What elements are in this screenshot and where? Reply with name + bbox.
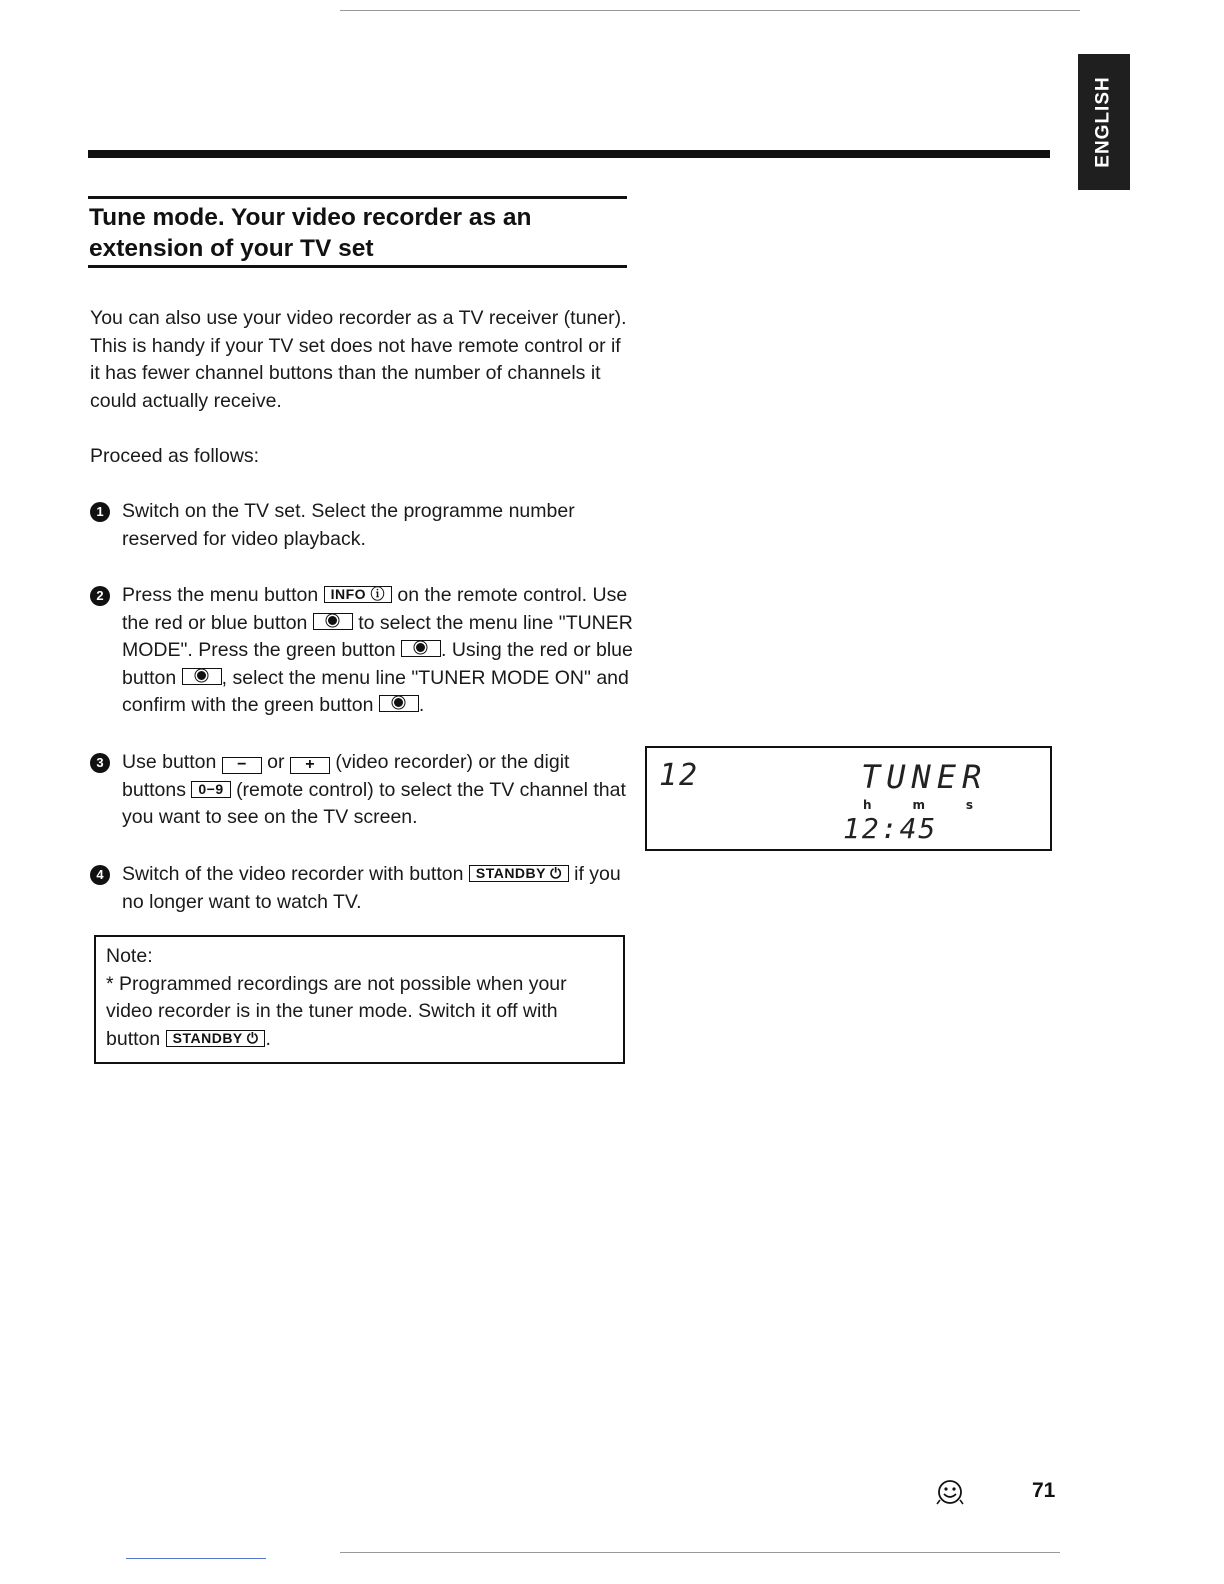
unit-minutes: m — [912, 798, 925, 812]
color-button-icon — [313, 613, 353, 630]
display-time: 12:45 — [843, 812, 938, 845]
smiley-face-icon — [936, 1478, 964, 1506]
step-4-part-2: if you no longer want to watch TV. — [122, 863, 621, 913]
color-button-icon — [401, 640, 441, 657]
title-rule-bottom — [88, 265, 627, 268]
note-text-before: * Programmed recordings are not possible when your video recorder is in the tuner mode. Switch it off with button — [106, 972, 567, 1050]
top-rule — [88, 150, 1050, 158]
step-3-part-4: (remote control) to select the TV channel that you want to see on the TV screen. — [122, 778, 626, 828]
step-number-3: 3 — [90, 753, 110, 773]
step-1 — [90, 498, 635, 553]
intro-paragraph: You can also use your video recorder as a TV receiver (tuner). This is handy if your TV set does not have remote control or if it has fewer channel buttons than the number of channels it could actually receive. — [90, 307, 627, 412]
step-2-part-5: , select the menu line "TUNER MODE ON" and confirm with the green button — [122, 666, 629, 716]
step-number-1: 1 — [90, 502, 110, 522]
step-3-part-2: or — [267, 751, 285, 773]
proceed-text: Proceed as follows: — [90, 445, 260, 467]
step-number-4: 4 — [90, 865, 110, 885]
step-2 — [90, 582, 635, 720]
step-3-part-3: (video recorder) or the digit buttons — [122, 751, 570, 801]
standby-key: STANDBY ⏻ — [469, 865, 569, 882]
display-units — [863, 798, 973, 812]
step-2-part-1: Press the menu button — [122, 584, 319, 606]
note-label: Note: — [106, 945, 153, 967]
step-2-text — [122, 582, 635, 720]
display-programme: 12 — [659, 758, 700, 793]
note-text-after: . — [265, 1027, 271, 1050]
step-2-part-4: . Using the red or blue button — [122, 639, 633, 689]
scan-line-bottom — [340, 1552, 1060, 1553]
step-3-text — [122, 749, 630, 832]
section-title: Tune mode. Your video recorder as an extension of your TV set — [89, 204, 532, 262]
step-2-part-2: on the remote control. Use the red or blue button — [122, 584, 628, 634]
minus-key: − — [222, 757, 262, 774]
language-tab — [1078, 54, 1130, 190]
title-rule-top — [88, 196, 627, 199]
step-4-part-1: Switch of the video recorder with button — [122, 863, 464, 885]
step-3 — [90, 749, 630, 832]
info-key: INFO ⓘ — [324, 586, 392, 603]
step-1-text: Switch on the TV set. Select the programme number reserved for video playback. — [122, 500, 575, 550]
note-box — [94, 935, 625, 1064]
unit-hours: h — [863, 798, 872, 812]
plus-key: + — [290, 757, 330, 774]
step-2-part-6: . — [418, 694, 425, 716]
step-3-part-1: Use button — [122, 751, 217, 773]
step-number-2: 2 — [90, 586, 110, 606]
color-button-icon — [379, 695, 419, 712]
language-tab-label: ENGLISH — [1093, 76, 1115, 168]
step-4-text — [122, 861, 630, 916]
color-button-icon — [182, 668, 222, 685]
step-4 — [90, 861, 630, 916]
scan-line-top — [340, 10, 1080, 11]
note-text — [106, 971, 613, 1054]
scan-line-bottom-left — [126, 1558, 266, 1559]
vcr-display — [645, 746, 1052, 851]
standby-key: STANDBY ⏻ — [166, 1030, 266, 1047]
step-2-part-3: to select the menu line "TUNER MODE". Press the green button — [122, 611, 633, 661]
unit-seconds: s — [965, 798, 973, 812]
digit-keys: 0−9 — [191, 781, 230, 798]
display-mode: TUNER — [861, 758, 988, 796]
page-number: 71 — [1032, 1479, 1056, 1502]
